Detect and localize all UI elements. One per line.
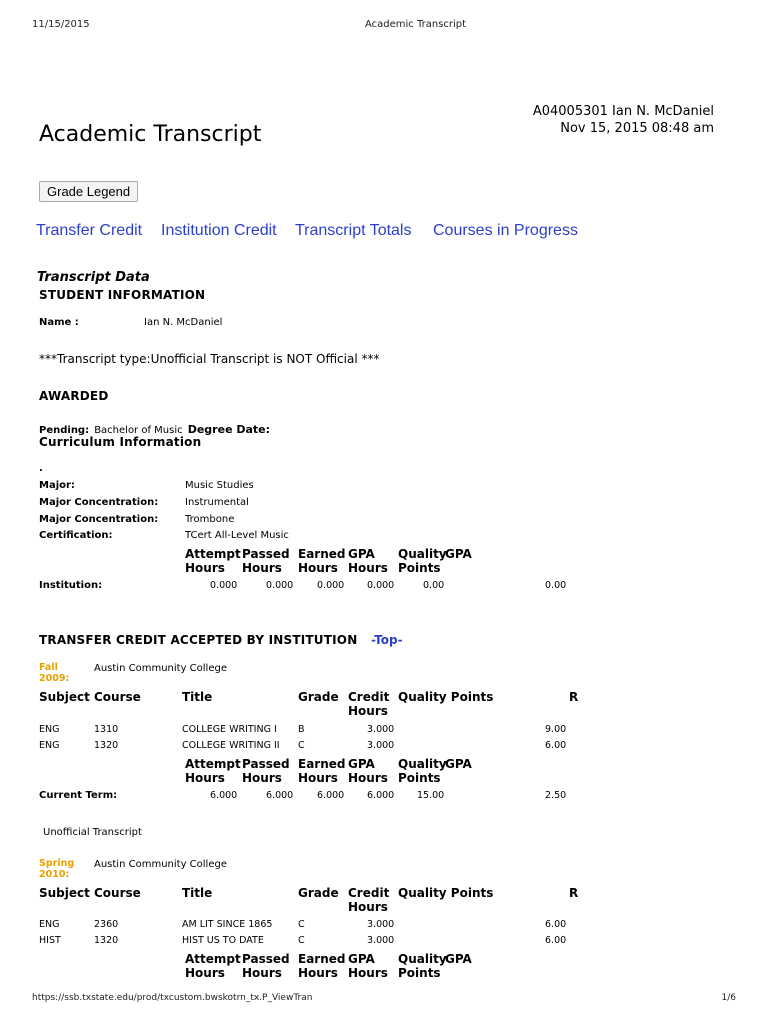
current-term-earned: 6.000 [317,790,345,801]
curriculum-heading: Curriculum Information [39,435,202,449]
pending-value: Bachelor of Music [94,425,183,436]
hdr-passed-hours: Passed Hours [242,757,290,785]
certification-label: Certification: [39,530,113,541]
major-value: Music Studies [185,480,254,491]
col-r: R [569,690,579,704]
hdr-attempt-hours: Attempt Hours [185,952,241,980]
institution-gpa-hours: 0.000 [367,580,395,591]
current-term-gpa: 2.50 [545,790,567,801]
transcript-data-title: Transcript Data [37,270,150,285]
degree-date-label: Degree Date: [187,423,271,436]
term-spring-2010: Spring 2010: [39,858,75,880]
term-fall-2009: Fall 2009: [39,662,70,684]
student-header [533,103,714,137]
col-quality-points: Quality Points [398,690,494,704]
unofficial-note: Unofficial Transcript [43,827,142,838]
print-title: Academic Transcript [365,19,467,30]
name-label: Name : [39,317,79,328]
transcript-timestamp: Nov 15, 2015 08:48 am [560,121,714,136]
concentration-value-2: Trombone [185,514,235,525]
name-value: Ian N. McDaniel [144,317,223,328]
hdr-gpa-hours: GPA Hours [348,952,388,980]
institution-attempt: 0.000 [210,580,238,591]
hdr-earned-hours: Earned Hours [298,952,346,980]
nav-courses-in-progress[interactable]: Courses in Progress [433,222,578,239]
col-title: Title [182,690,213,704]
transcript-type: ***Transcript type:Unofficial Transcript is NOT Official *** [39,352,380,366]
col-course: Course [94,886,141,900]
concentration-label-1: Major Concentration: [39,497,159,508]
institution-earned: 0.000 [317,580,345,591]
col-grade: Grade [298,886,339,900]
col-credit-hours: Credit Hours [348,886,390,914]
term1-institution: Austin Community College [94,663,227,674]
hdr-attempt-hours: Attempt Hours [185,547,241,575]
pending-label: Pending: [39,425,90,436]
print-date: 11/15/2015 [32,19,90,30]
hdr-earned-hours: Earned Hours [298,757,346,785]
col-r: R [569,886,579,900]
grade-legend-button[interactable]: Grade Legend [39,181,138,202]
footer-page-number: 1/6 [721,993,736,1003]
col-credit-hours: Credit Hours [348,690,390,718]
major-label: Major: [39,480,75,491]
hdr-gpa: GPA [445,547,472,561]
hdr-quality-points: Quality Points [398,952,447,980]
certification-value: TCert All-Level Music [185,530,289,541]
current-term-attempt: 6.000 [210,790,238,801]
current-term-passed: 6.000 [266,790,294,801]
institution-quality-points: 0.00 [423,580,445,591]
hdr-quality-points: Quality Points [398,547,447,575]
col-grade: Grade [298,690,339,704]
hdr-gpa: GPA [445,952,472,966]
transfer-credit-heading: TRANSFER CREDIT ACCEPTED BY INSTITUTION [39,633,358,647]
institution-passed: 0.000 [266,580,294,591]
institution-label: Institution: [39,580,103,591]
col-course: Course [94,690,141,704]
current-term-quality-points: 15.00 [417,790,445,801]
hdr-gpa-hours: GPA Hours [348,757,388,785]
concentration-label-2: Major Concentration: [39,514,159,525]
current-term-label: Current Term: [39,790,118,801]
col-subject: Subject [39,886,90,900]
col-quality-points: Quality Points [398,886,494,900]
nav-transcript-totals[interactable]: Transcript Totals [295,222,412,239]
hdr-gpa-hours: GPA Hours [348,547,388,575]
hdr-passed-hours: Passed Hours [242,952,290,980]
footer-url: https://ssb.txstate.edu/prod/txcustom.bwskotrn_tx.P_ViewTran [32,993,313,1003]
col-subject: Subject [39,690,90,704]
hdr-attempt-hours: Attempt Hours [185,757,241,785]
institution-gpa: 0.00 [545,580,567,591]
col-title: Title [182,886,213,900]
term2-institution: Austin Community College [94,859,227,870]
nav-institution-credit[interactable]: Institution Credit [161,222,277,239]
awarded-heading: AWARDED [39,389,109,403]
student-info-heading: STUDENT INFORMATION [39,288,206,302]
hdr-earned-hours: Earned Hours [298,547,346,575]
hdr-gpa: GPA [445,757,472,771]
hdr-quality-points: Quality Points [398,757,447,785]
current-term-gpa-hours: 6.000 [367,790,395,801]
curriculum-dot: . [39,463,43,474]
hdr-passed-hours: Passed Hours [242,547,290,575]
page-title: Academic Transcript [39,122,262,147]
top-link[interactable]: -Top- [371,633,403,647]
student-id-name: A04005301 Ian N. McDaniel [532,104,714,119]
nav-transfer-credit[interactable]: Transfer Credit [36,222,143,239]
concentration-value-1: Instrumental [185,497,249,508]
